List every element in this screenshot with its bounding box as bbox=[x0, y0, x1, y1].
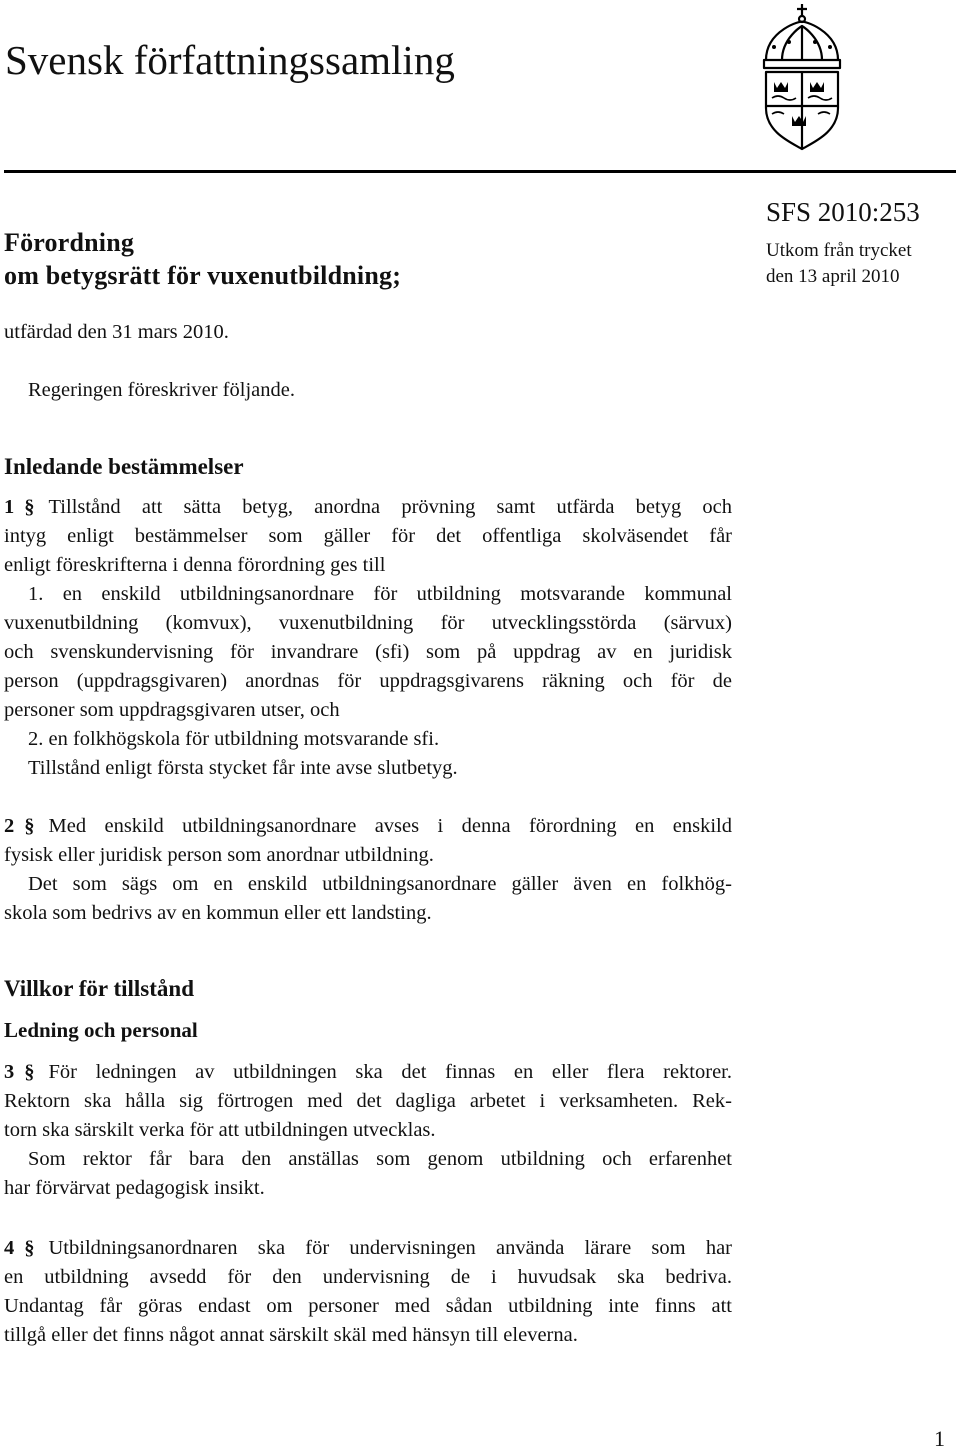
section-2 bbox=[4, 812, 732, 928]
section-sign: § bbox=[24, 1061, 35, 1083]
paragraph-line: tillgå eller det finns något annat särskilt skäl med hänsyn till eleverna. bbox=[4, 1324, 578, 1346]
paragraph-line: skola som bedrivs av en kommun eller ett landsting. bbox=[4, 902, 432, 924]
page-number: 1 bbox=[934, 1426, 945, 1451]
subheading-ledning: Ledning och personal bbox=[4, 1018, 198, 1042]
sfs-number: SFS 2010:253 bbox=[766, 197, 920, 227]
publication-date-info bbox=[766, 238, 912, 290]
issued-date: utfärdad den 31 mars 2010. bbox=[4, 321, 229, 343]
paragraph-line: personer som uppdragsgivaren utser, och bbox=[4, 699, 340, 721]
section-4 bbox=[4, 1234, 732, 1350]
paragraph-line: har förvärvat pedagogisk insikt. bbox=[4, 1177, 265, 1199]
paragraph-number: 4 bbox=[4, 1237, 15, 1259]
title-line-2: om betygsrätt för vuxenutbildning; bbox=[4, 261, 402, 290]
section-3 bbox=[4, 1058, 732, 1203]
paragraph-number: 1 bbox=[4, 496, 15, 518]
section-sign: § bbox=[24, 496, 35, 518]
paragraph-line: en utbildning avsedd för den undervisning de i huvudsak ska bedriva. bbox=[4, 1266, 732, 1288]
paragraph-number: 3 bbox=[4, 1061, 15, 1083]
paragraph-line: enligt föreskrifterna i denna förordning ges till bbox=[4, 554, 386, 576]
paragraph-line: fysisk eller juridisk person som anordnar utbildning. bbox=[4, 844, 434, 866]
section-sign: § bbox=[24, 1237, 35, 1259]
publication-title: Svensk författningssamling bbox=[5, 37, 455, 83]
paragraph-line: intyg enligt bestämmelser som gäller för det offentliga skolväsendet får bbox=[4, 525, 732, 547]
section-1 bbox=[4, 493, 732, 783]
paragraph-line: 4 § Utbildningsanordnaren ska för undervisningen använda lärare som har bbox=[4, 1234, 732, 1263]
document-title bbox=[4, 226, 401, 292]
published-line-2: den 13 april 2010 bbox=[766, 266, 900, 287]
paragraph-line: torn ska särskilt verka för att utbildningen utvecklas. bbox=[4, 1119, 436, 1141]
swedish-coat-of-arms-icon bbox=[752, 2, 852, 152]
paragraph-line: person (uppdragsgivaren) anordnas för uppdragsgivarens räkning och för de bbox=[4, 670, 732, 692]
published-line-1: Utkom från trycket bbox=[766, 240, 912, 261]
heading-inledande: Inledande bestämmelser bbox=[4, 454, 244, 479]
paragraph-number: 2 bbox=[4, 815, 15, 837]
heading-villkor: Villkor för tillstånd bbox=[4, 976, 194, 1001]
paragraph-line: 2. en folkhögskola för utbildning motsvarande sfi. bbox=[28, 728, 440, 750]
paragraph-line: 2 § Med enskild utbildningsanordnare avses i denna förordning en enskild bbox=[4, 812, 732, 841]
section-sign: § bbox=[24, 815, 35, 837]
paragraph-line: 1 § Tillstånd att sätta betyg, anordna prövning samt utfärda betyg och bbox=[4, 493, 732, 522]
paragraph-line: Det som sägs om en enskild utbildningsanordnare gäller även en folkhög- bbox=[28, 873, 732, 895]
preamble: Regeringen föreskriver följande. bbox=[28, 379, 295, 401]
paragraph-line: Som rektor får bara den anställas som genom utbildning och erfarenhet bbox=[28, 1148, 732, 1170]
paragraph-line: Undantag får göras endast om personer med sådan utbildning inte finns att bbox=[4, 1295, 732, 1317]
paragraph-line: Tillstånd enligt första stycket får inte avse slutbetyg. bbox=[28, 757, 458, 779]
paragraph-line: 3 § För ledningen av utbildningen ska det finnas en eller flera rektorer. bbox=[4, 1058, 732, 1087]
paragraph-line: Rektorn ska hålla sig förtrogen med det dagliga arbetet i verksamheten. Rek- bbox=[4, 1090, 732, 1112]
paragraph-line: vuxenutbildning (komvux), vuxenutbildning för utvecklingsstörda (särvux) bbox=[4, 612, 732, 634]
title-line-1: Förordning bbox=[4, 228, 135, 257]
paragraph-line: och svenskundervisning för invandrare (sfi) som på uppdrag av en juridisk bbox=[4, 641, 732, 663]
paragraph-line: 1. en enskild utbildningsanordnare för utbildning motsvarande kommunal bbox=[28, 583, 732, 605]
header-rule bbox=[4, 170, 956, 173]
